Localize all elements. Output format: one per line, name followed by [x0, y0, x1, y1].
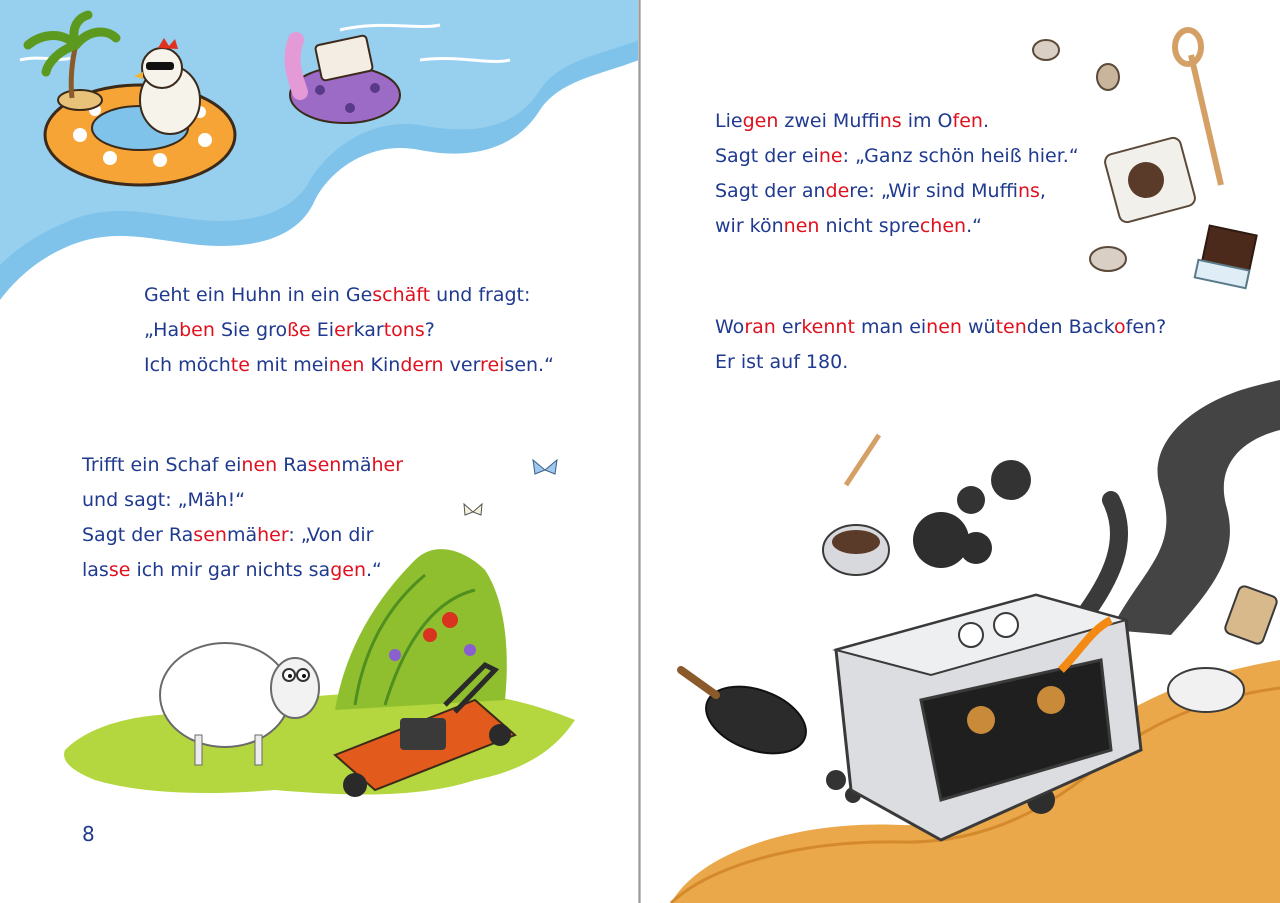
highlighted-syllable: nen — [926, 316, 962, 338]
text-segment: Ra — [277, 454, 308, 476]
joke-line — [144, 348, 554, 383]
text-segment: . — [982, 110, 989, 132]
text-segment: Ich möch — [144, 354, 231, 376]
text-segment: Geht ein Huhn in ein Ge — [144, 284, 373, 306]
highlighted-syllable: ben — [179, 319, 215, 341]
sheep-lawnmower-illustration — [55, 450, 595, 830]
joke-line — [144, 313, 554, 348]
text-segment: kar — [353, 319, 384, 341]
text-segment: nicht spre — [819, 215, 920, 237]
highlighted-syllable: tons — [383, 319, 425, 341]
left-page — [0, 0, 639, 903]
text-segment: man ei — [854, 316, 927, 338]
highlighted-syllable: chen — [919, 215, 967, 237]
text-segment: und fragt: — [430, 284, 531, 306]
text-segment: er — [775, 316, 802, 338]
joke-line — [715, 310, 1166, 345]
text-segment: Er ist auf 180. — [715, 351, 849, 373]
text-segment: wü — [961, 316, 996, 338]
text-segment: Trifft ein Schaf ei — [82, 454, 242, 476]
text-segment: .“ — [966, 215, 982, 237]
highlighted-syllable: fen — [952, 110, 983, 132]
right-page — [641, 0, 1280, 903]
page-number: 8 — [82, 822, 95, 846]
flying-oven-illustration — [641, 370, 1280, 903]
highlighted-syllable: ran — [744, 316, 776, 338]
chicken-on-float-illustration — [0, 0, 639, 300]
text-segment: ver — [443, 354, 481, 376]
highlighted-syllable: ten — [995, 316, 1027, 338]
joke-line — [715, 174, 1079, 209]
text-segment: re: „Wir sind Muf — [849, 180, 1018, 202]
text-segment: wir kön — [715, 215, 784, 237]
highlighted-syllable: de — [825, 180, 850, 202]
highlighted-syllable: schäft — [372, 284, 431, 306]
text-segment: Lie — [715, 110, 743, 132]
text-segment: Sie gro — [214, 319, 288, 341]
text-segment: sen.“ — [504, 354, 554, 376]
text-segment: ich mir gar nichts sa — [130, 559, 331, 581]
text-segment: Sagt der an — [715, 180, 826, 202]
joke-line — [715, 139, 1079, 174]
highlighted-syllable: her — [257, 524, 289, 546]
highlighted-syllable: gen — [330, 559, 366, 581]
highlighted-syllable: sen — [193, 524, 227, 546]
joke-line — [715, 209, 1079, 244]
text-segment: fen? — [1125, 316, 1167, 338]
joke-line — [144, 278, 554, 313]
joke-line — [715, 104, 1079, 139]
text-segment: , — [1039, 180, 1046, 202]
text-segment: den Back — [1026, 316, 1115, 338]
highlighted-syllable: nen — [241, 454, 278, 476]
text-segment: Kin — [364, 354, 401, 376]
highlighted-syllable: rei — [480, 354, 505, 376]
text-segment: Sagt der Ra — [82, 524, 194, 546]
text-segment: .“ — [366, 559, 382, 581]
highlighted-syllable: fins — [879, 110, 902, 132]
joke-egg-cartons — [144, 278, 554, 383]
joke-muffins — [715, 104, 1079, 244]
highlighted-syllable: gen — [742, 110, 779, 132]
highlighted-syllable: nen — [783, 215, 820, 237]
highlighted-syllable: her — [371, 454, 404, 476]
text-segment: ? — [424, 319, 435, 341]
text-segment: Ei — [310, 319, 335, 341]
text-segment: „Ha — [144, 319, 180, 341]
highlighted-syllable: ße — [287, 319, 311, 341]
highlighted-syllable: nen — [328, 354, 365, 376]
text-segment: mä — [341, 454, 372, 476]
highlighted-syllable: ne — [818, 145, 843, 167]
highlighted-syllable: o — [1114, 316, 1126, 338]
highlighted-syllable: sen — [307, 454, 342, 476]
text-segment: : „Ganz schön heiß hier.“ — [842, 145, 1079, 167]
highlighted-syllable: fins — [1017, 180, 1040, 202]
text-segment: mit mei — [249, 354, 329, 376]
highlighted-syllable: kennt — [801, 316, 855, 338]
highlighted-syllable: se — [108, 559, 131, 581]
highlighted-syllable: er — [334, 319, 354, 341]
text-segment: zwei Muf — [778, 110, 880, 132]
highlighted-syllable: te — [230, 354, 250, 376]
text-segment: und sagt: „Mäh!“ — [82, 489, 246, 511]
text-segment: im O — [901, 110, 953, 132]
highlighted-syllable: dern — [400, 354, 444, 376]
text-segment: : „Von dir — [288, 524, 374, 546]
text-segment: Wo — [715, 316, 745, 338]
text-segment: mä — [226, 524, 258, 546]
text-segment: Sagt der ei — [715, 145, 819, 167]
text-segment: las — [82, 559, 109, 581]
